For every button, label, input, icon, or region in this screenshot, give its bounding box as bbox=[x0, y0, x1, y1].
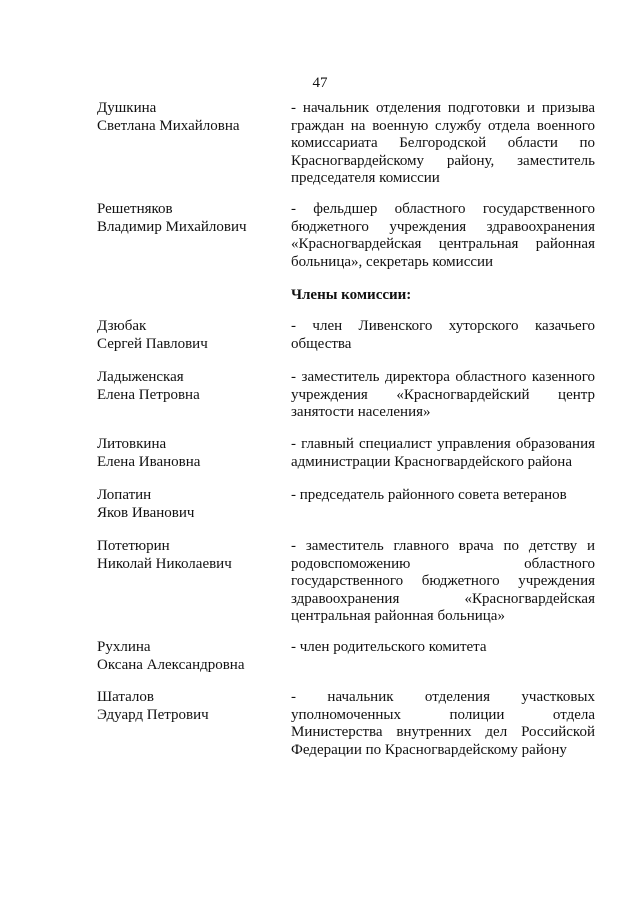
person-name bbox=[97, 369, 277, 404]
role-line: Федерации по Красногвардейскому району bbox=[291, 741, 567, 758]
surname: Душкина bbox=[97, 100, 157, 116]
person-role bbox=[291, 487, 595, 505]
given-names: Сергей Павлович bbox=[97, 335, 208, 352]
surname: Лопатин bbox=[97, 487, 152, 503]
section-heading: Члены комиссии: bbox=[291, 287, 412, 303]
person-name bbox=[97, 318, 277, 353]
surname: Дзюбак bbox=[97, 318, 147, 334]
surname: Решетняков bbox=[97, 201, 173, 217]
role-line: - член родительского комитета bbox=[291, 639, 487, 655]
role-line: здравоохранения «Красногвардейская bbox=[291, 590, 595, 607]
role-line: «Красногвардейская центральная районная bbox=[291, 236, 595, 252]
role-line: - заместитель директора областного казенного bbox=[291, 369, 595, 385]
page-number: 47 bbox=[312, 75, 328, 91]
given-names: Светлана Михайловна bbox=[97, 117, 240, 134]
role-line: - начальник отделения участковых bbox=[291, 689, 595, 705]
role-line: - член Ливенского хуторского казачьего bbox=[291, 318, 595, 334]
surname: Литовкина bbox=[97, 436, 167, 452]
person-name bbox=[97, 689, 277, 724]
person-name bbox=[97, 639, 277, 674]
given-names: Эдуард Петрович bbox=[97, 706, 209, 723]
role-line: председателя комиссии bbox=[291, 170, 440, 186]
role-line: - заместитель главного врача по детству и bbox=[291, 538, 595, 554]
role-line: учреждения «Красногвардейский центр bbox=[291, 386, 595, 403]
role-line: Красногвардейскому району, заместитель bbox=[291, 152, 595, 169]
person-role bbox=[291, 201, 595, 271]
role-line: занятости населения» bbox=[291, 404, 431, 420]
role-line: родовспоможению областного bbox=[291, 555, 595, 572]
given-names: Николай Николаевич bbox=[97, 555, 232, 572]
given-names: Владимир Михайлович bbox=[97, 218, 247, 235]
person-name bbox=[97, 436, 277, 471]
role-line: - начальник отделения подготовки и призыва bbox=[291, 100, 595, 116]
given-names: Елена Петровна bbox=[97, 386, 200, 403]
surname: Ладыженская bbox=[97, 369, 184, 385]
role-line: уполномоченных полиции отдела bbox=[291, 706, 595, 723]
given-names: Оксана Александровна bbox=[97, 656, 245, 673]
person-role bbox=[291, 538, 595, 626]
person-name bbox=[97, 487, 277, 522]
role-line: больница», секретарь комиссии bbox=[291, 253, 494, 270]
surname: Потетюрин bbox=[97, 538, 170, 554]
person-role bbox=[291, 689, 595, 759]
role-line: администрации Красногвардейского района bbox=[291, 453, 572, 470]
person-role bbox=[291, 100, 595, 188]
role-line: - фельдшер областного государственного bbox=[291, 201, 595, 217]
given-names: Елена Ивановна bbox=[97, 453, 201, 470]
role-line: бюджетного учреждения здравоохранения bbox=[291, 218, 595, 235]
person-role bbox=[291, 369, 595, 422]
role-line: комиссариата Белгородской области по bbox=[291, 135, 595, 151]
role-line: - главный специалист управления образования bbox=[291, 436, 595, 452]
role-line: государственного бюджетного учреждения bbox=[291, 573, 595, 589]
person-role bbox=[291, 639, 595, 657]
person-name bbox=[97, 201, 277, 236]
role-line: граждан на военную службу отдела военного bbox=[291, 117, 595, 134]
role-line: - председатель районного совета ветеранов bbox=[291, 487, 567, 503]
surname: Рухлина bbox=[97, 639, 151, 655]
person-role bbox=[291, 436, 595, 471]
person-name bbox=[97, 100, 277, 135]
surname: Шаталов bbox=[97, 689, 154, 705]
given-names: Яков Иванович bbox=[97, 504, 195, 521]
role-line: Министерства внутренних дел Российской bbox=[291, 724, 595, 740]
role-line: общества bbox=[291, 335, 352, 352]
role-line: центральная районная больница» bbox=[291, 608, 505, 624]
person-role bbox=[291, 318, 595, 353]
person-name bbox=[97, 538, 277, 573]
